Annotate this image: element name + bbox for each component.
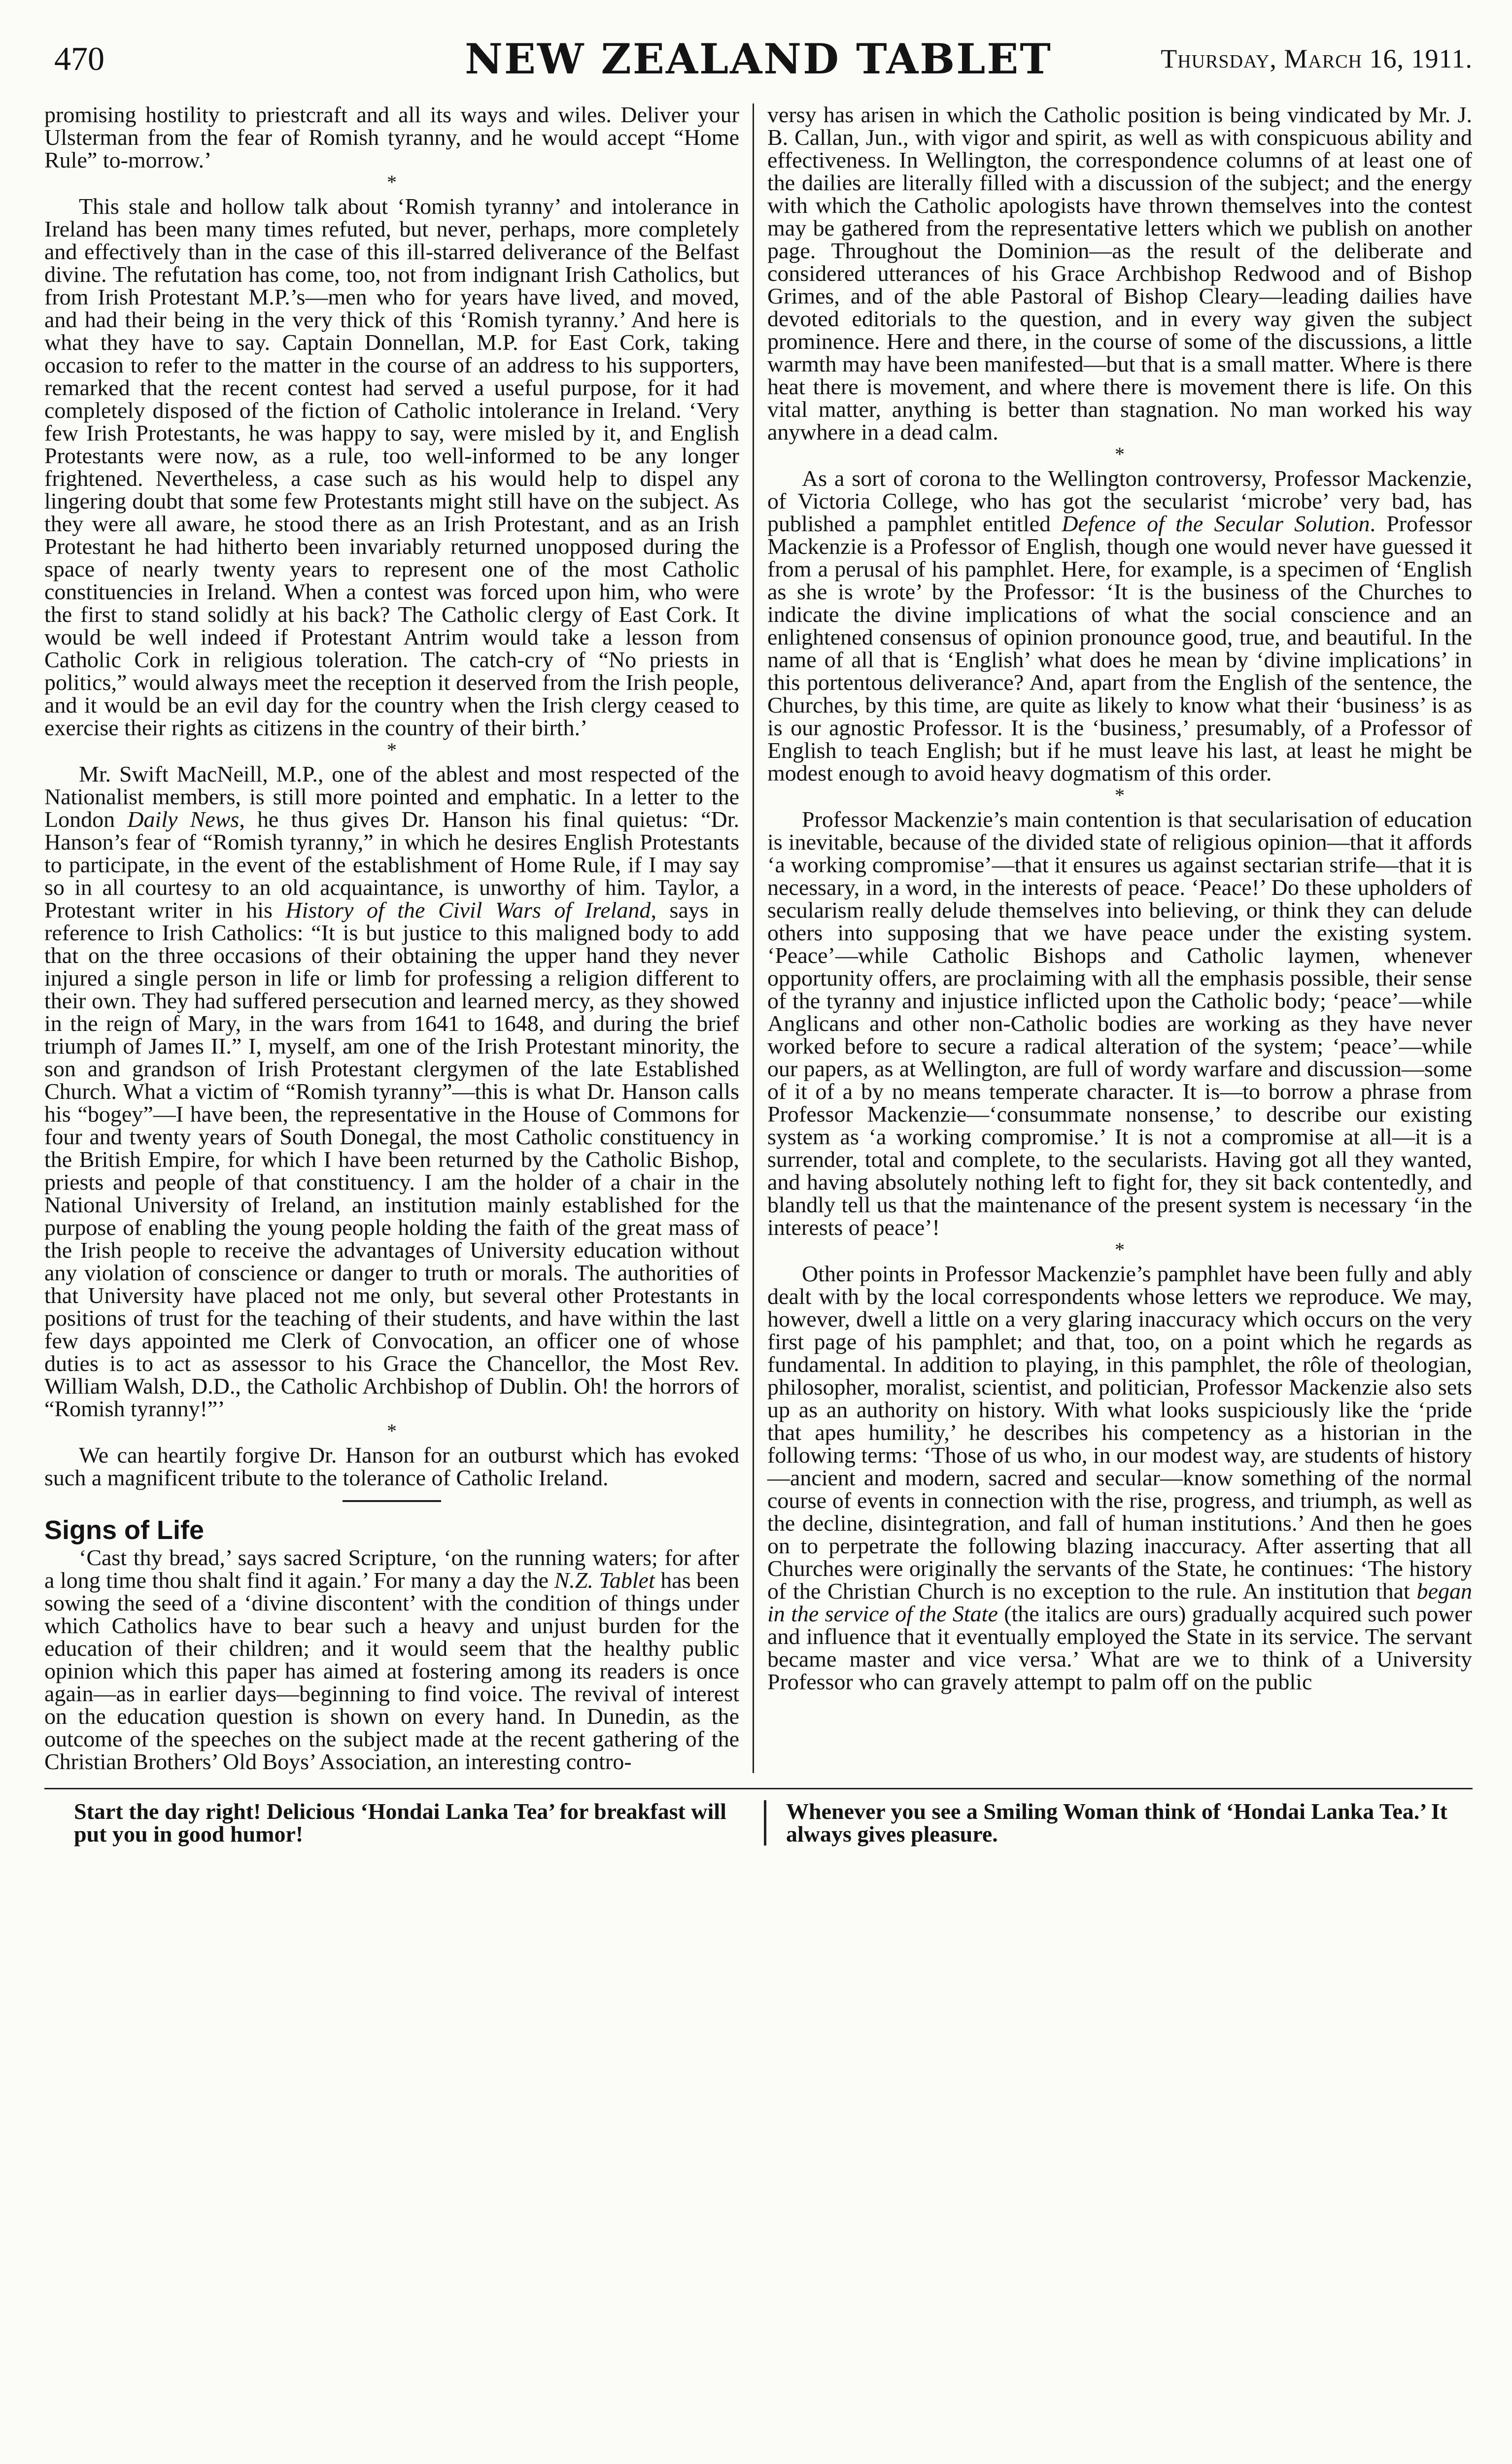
advertisement-right: Whenever you see a Smiling Woman think of ‘Hondai Lanka Tea.’ It always gives pleasure. <box>764 1800 1471 1846</box>
paragraph-text: As a sort of corona to the Wellington controversy, Professor Mackenzie, of Victoria College, who has got the secularist ‘microbe’ very bad, has published a pamphlet entitled <box>767 466 1472 536</box>
section-break-asterisk: * <box>1115 443 1125 465</box>
article-paragraph <box>767 1263 1472 1693</box>
paragraph-text: . Professor Mackenzie is a Professor of English, though one would never have guessed it from a perusal of his pamphlet. Here, for example, is a specimen of ‘English as she is wrote’ by the Professor: ‘It is the business of the Churches to indicate the divine implications of what the social conscience and an enlightened consensus of opinion pronounce good, true, and beautiful. In the name of all that is ‘English’ what does he mean by ‘divine implications’ in this portentous deliverance? And, apart from the English of the sentence, the Churches, by this time, are quite as likely to know what their ‘business’ is as is our agnostic Professor. It is the ‘business,’ presumably, of a Professor of English to teach English; but if he must leave his last, at least he might be modest enough to avoid heavy dogmatism of this order. <box>767 511 1472 786</box>
section-break-asterisk: * <box>387 739 397 761</box>
article-paragraph <box>767 467 1472 785</box>
article-paragraph <box>44 1444 739 1489</box>
italic-text: Defence of the Secular Solution <box>1062 511 1370 536</box>
paragraph-text: This stale and hollow talk about ‘Romish tyranny’ and intolerance in Ireland has been many times refuted, but never, perhaps, more completely and effectively than in the case of this ill-starred deliverance of the Belfast divine. The refutation has come, too, not from indignant Irish Catholics, but from Irish Protestant M.P.’s—men who for years have lived, and moved, and had their being in the very thick of this ‘Romish tyranny.’ And here is what they have to say. Captain Donnellan, M.P. for East Cork, taking occasion to refer to the matter in the course of an address to his supporters, remarked that the recent contest had served a useful purpose, for it had completely disposed of the fiction of Catholic intolerance in Ireland. ‘Very few Irish Protestants, he was happy to say, were misled by it, and English Protestants were now, as a rule, too well-informed to be any longer frightened. Nevertheless, a case such as his would help to dispel any lingering doubt that some few Protestants might still have on the subject. As they were all aware, he stood there as an Irish Protestant, and as an Irish Protestant he had hitherto been invariably returned unopposed during the space of nearly twenty years to represent one of the most Catholic constituencies in Ireland. When a contest was forced upon him, who were the first to stand solidly at his back? The Catholic clergy of East Cork. It would be well indeed if Protestant Antrim would take a lesson from Catholic Cork in religious toleration. The catch-cry of “No priests in politics,” would always meet the reception it deserved from the Irish people, and it would be an evil day for the country when the Irish clergy ceased to exercise their rights as citizens in the country of their birth.’ <box>44 194 739 740</box>
article-paragraph <box>767 103 1472 444</box>
right-column <box>767 103 1472 1773</box>
paragraph-text: , he thus gives Dr. Hanson his final quietus: “Dr. Hanson’s fear of “Romish tyranny,” in which he desires English Protestants to participate, in the event of the establishment of Home Rule, if I may say so in all courtesy to an old acquaintance, is unworthy of him. Taylor, a Protestant writer in his <box>44 807 739 923</box>
article-columns <box>44 103 1473 1773</box>
issue-date: Thursday, March 16, 1911. <box>1161 44 1473 73</box>
italic-text: History of the Civil Wars of Ireland <box>285 897 651 923</box>
page-number: 470 <box>54 40 104 77</box>
article-paragraph <box>44 763 739 1420</box>
page-header <box>44 34 1473 99</box>
italic-text: N.Z. Tablet <box>554 1568 655 1593</box>
paragraph-text: We can heartily forgive Dr. Hanson for an outburst which has evoked such a magnificent tribute to the tolerance of Catholic Ireland. <box>44 1442 739 1490</box>
masthead-title: NEW ZEALAND TABLET <box>465 34 1052 83</box>
article-paragraph <box>44 1546 739 1773</box>
section-break-asterisk: * <box>387 1420 397 1442</box>
article-paragraph <box>44 103 739 171</box>
section-break-asterisk: * <box>387 171 397 193</box>
paragraph-text: (the italics are ours) gradually acquired such power and influence that it eventually employed the State in its service. The servant became master and vice versa.’ What are we to think of a University Professor who can gravely attempt to palm off on the public <box>767 1601 1473 1694</box>
paragraph-text: , says in reference to Irish Catholics: “It is but justice to this maligned body to add that on the three occasions of their obtaining the upper hand they never injured a single person in life or limb for professing a religion different to their own. They had suffered persecution and learned mercy, as they showed in the reign of Mary, in the wars from 1641 to 1648, and during the brief triumph of James II.” I, myself, am one of the Irish Protestant minority, the son and grandson of Irish Protestant clergymen of the late Established Church. What a victim of “Romish tyranny”—this is what Dr. Hanson calls his “bogey”—I have been, the representative in the House of Commons for four and twenty years of South Donegal, the most Catholic constituency in the British Empire, for which I have been returned by the Catholic Bishop, priests and people of that constituency. I am the holder of a chair in the National University of Ireland, an institution mainly established for the purpose of enabling the young people holding the faith of the great mass of the Irish people to receive the advantages of University education without any violation of conscience or danger to truth or morals. The authorities of that University have placed not me only, but several other Protestants in positions of trust for the teaching of their students, and have within the last few days appointed me Clerk of Convocation, an officer one of whose duties is to act as assessor to his Grace the Chancellor, the Most Rev. William Walsh, D.D., the Catholic Archbishop of Dublin. Oh! the horrors of “Romish tyranny!”’ <box>44 897 740 1421</box>
italic-text: Daily News <box>127 807 240 832</box>
paragraph-text: ‘Cast thy bread,’ says sacred Scripture, ‘on the running waters; for after a long time thou shalt find it again.’ For many a day the <box>44 1545 739 1593</box>
italic-text: began in the service of the State <box>767 1578 1472 1626</box>
section-break-asterisk: * <box>1115 1238 1125 1261</box>
article-paragraph <box>44 195 739 739</box>
paragraph-text: versy has arisen in which the Catholic position is being vindicated by Mr. J. B. Callan, Jun., with vigor and spirit, as well as with conspicuous ability and effectiveness. In Wellington, the correspondence columns of at least one of the dailies are literally filled with a discussion of the subject; and the energy with which the Catholic apologists have thrown themselves into the contest may be gathered from the representative letters which we publish on another page. Throughout the Dominion—as the result of the deliberate and considered utterances of his Grace Archbishop Redwood and of Bishop Grimes, and of the able Pastoral of Bishop Cleary—leading dailies have devoted editorials to the question, and in every way given the subject prominence. Here and there, in the course of some of the discussions, a little warmth may have been manifested—but that is a small matter. Where is there heat there is movement, and where there is movement there is life. On this vital matter, anything is better than stagnation. No man worked his way anywhere in a dead calm. <box>767 102 1472 445</box>
advertisement-divider <box>44 1788 1473 1789</box>
paragraph-text: promising hostility to priestcraft and all its ways and wiles. Deliver your Ulsterman from the fear of Romish tyranny, and he would accept “Home Rule” to-morrow.’ <box>44 102 739 172</box>
left-column <box>44 103 739 1773</box>
section-break-asterisk: * <box>1115 784 1125 806</box>
advertisement-strip <box>44 1800 1473 1846</box>
section-rule <box>343 1500 441 1502</box>
paragraph-text: Other points in Professor Mackenzie’s pamphlet have been fully and ably dealt with by the local correspondents whose letters we reproduce. We may, however, dwell a little on a very glaring inaccuracy which occurs on the very first page of his pamphlet; and that, too, on a point which he regards as fundamental. In addition to playing, in this pamphlet, the rôle of theologian, philosopher, moralist, scientist, and politician, Professor Mackenzie also sets up as an authority on history. With what looks suspiciously like the ‘pride that apes humility,’ he describes his competency as a historian in the following terms: ‘Those of us who, in our modest way, are students of history—ancient and modern, sacred and secular—know something of the normal course of events in connection with the rise, progress, and triumph, as well as the decline, disintegration, and fall of human institutions.’ And then he goes on to perpetrate the following blazing inaccuracy. After asserting that all Churches were originally the servants of the State, he continues: ‘The history of the Christian Church is no exception to the rule. An institution that <box>767 1261 1472 1604</box>
section-heading: Signs of Life <box>44 1515 204 1545</box>
paragraph-text: Professor Mackenzie’s main contention is that secularisation of education is inevitable, because of the divided state of religious opinion—that it affords ‘a working compromise’—that it ensures us against sectarian strife—that it is necessary, in a word, in the interests of peace. ‘Peace!’ Do these upholders of secularism really delude themselves into believing, or think they can delude others into supposing that we have peace under the existing system. ‘Peace’—while Catholic Bishops and Catholic laymen, whenever opportunity offers, are proclaiming with all the emphasis possible, their sense of the tyranny and injustice inflicted upon the Catholic body; ‘peace’—while Anglicans and other non-Catholic bodies are working as they have never worked before to secure a radical alteration of the system; ‘peace’—while our papers, as at Wellington, are full of wordy warfare and discussion—some of it of a by no means temperate character. It is—to borrow a phrase from Professor Mackenzie—‘consummate nonsense,’ to describe our existing system as ‘a working compromise.’ It is not a compromise at all—it is a surrender, total and complete, to the secularists. Having got all they wanted, and having absolutely nothing left to fight for, they sit back contentedly, and blandly tell us that the maintenance of the present system is necessary ‘in the interests of peace’! <box>767 807 1472 1240</box>
paragraph-text: has been sowing the seed of a ‘divine discontent’ with the condition of things under which Catholics have to bear such a heavy and unjust burden for the education of their children; and it would seem that the healthy public opinion which this paper has aimed at fostering among its readers is once again—as in earlier days—beginning to find voice. The revival of interest on the education question is shown on every hand. In Dunedin, as the outcome of the speeches on the subject made at the recent gathering of the Christian Brothers’ Old Boys’ Association, an interesting contro- <box>44 1568 740 1774</box>
article-paragraph <box>767 808 1472 1239</box>
column-divider <box>753 103 754 1773</box>
paragraph-text: Mr. Swift MacNeill, M.P., one of the ablest and most respected of the Nationalist members, is still more pointed and emphatic. In a letter to the London <box>44 761 739 832</box>
advertisement-left: Start the day right! Delicious ‘Hondai Lanka Tea’ for breakfast will put you in good humor! <box>74 1799 726 1847</box>
